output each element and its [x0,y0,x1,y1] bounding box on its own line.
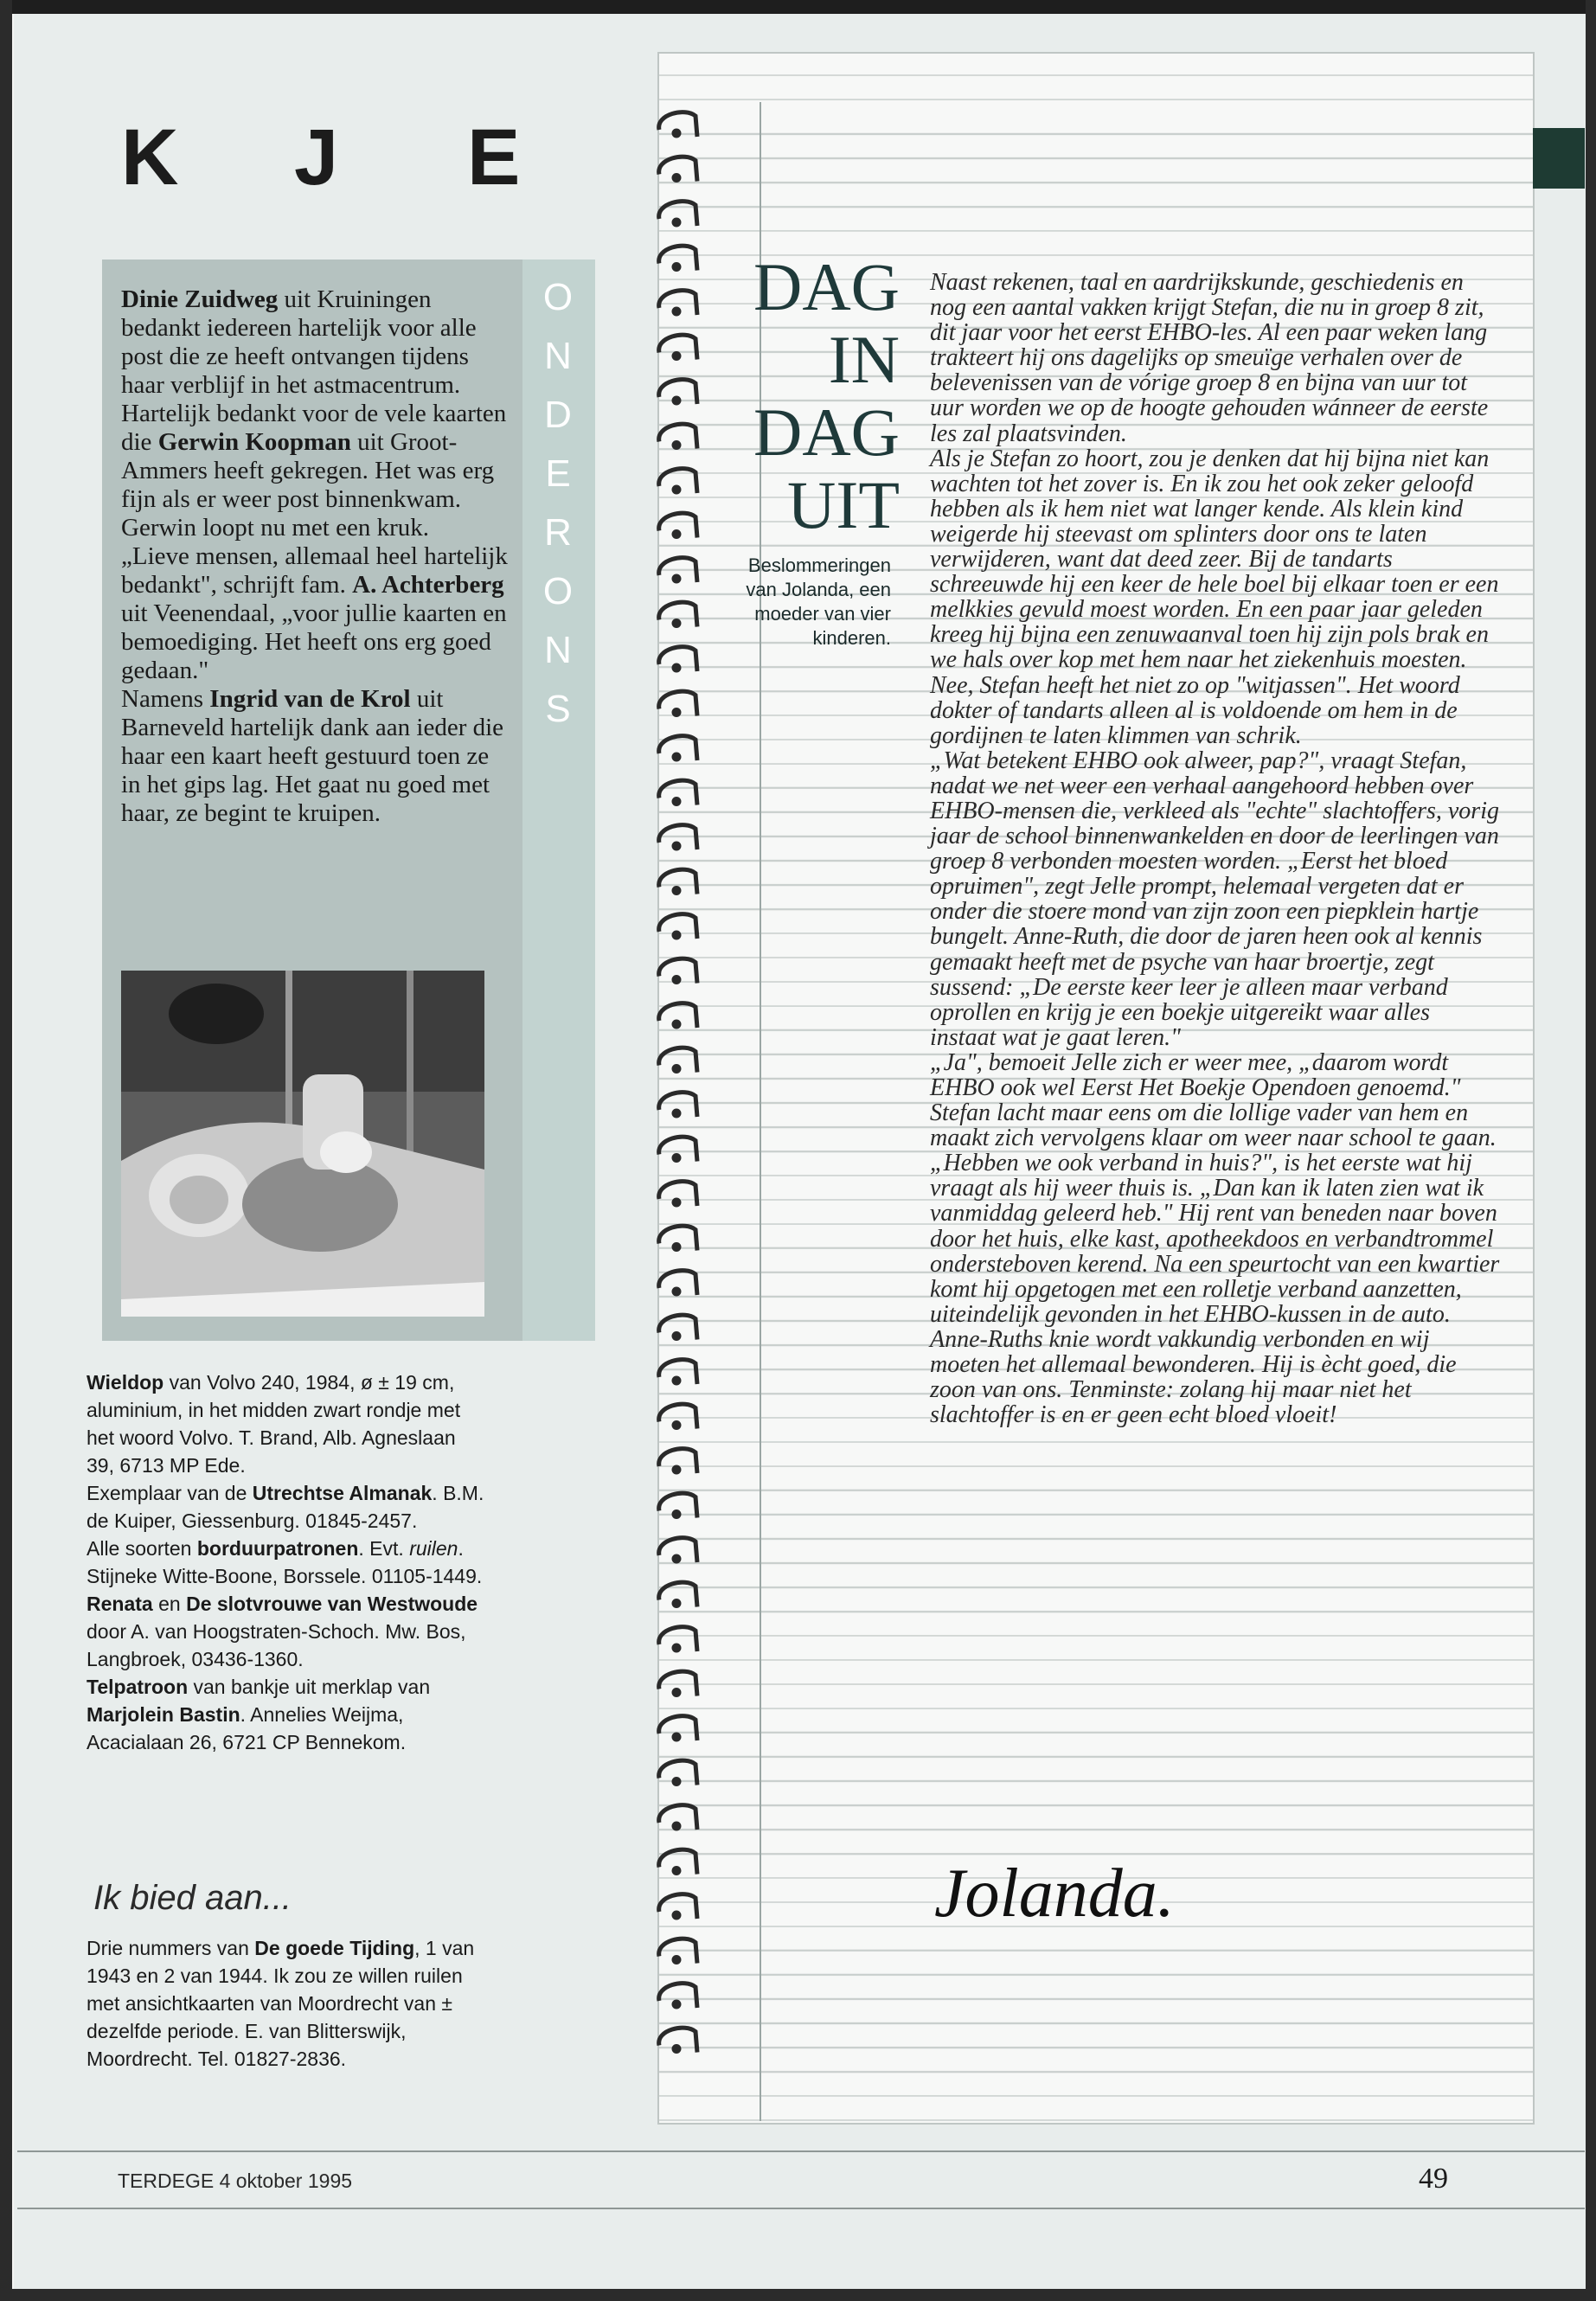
thanks-text: uit Barneveld hartelijk dank aan ieder die haar een kaart heeft gestuurd toen ze in het gips lag. Het gaat nu goed met haar, ze begint te kruipen. [121,685,504,827]
spiral-hole [674,1690,679,1695]
section-kicker [121,112,520,203]
person-name: Gerwin Koopman [157,428,351,456]
spiral-hole [674,131,679,136]
ad-keyword: Telpatroon [87,1676,189,1698]
spiral-hole [674,532,679,537]
ad-keyword: borduurpatronen [196,1537,359,1560]
spiral-binding [651,104,720,2093]
kicker-letter: J [294,113,339,202]
spiral-hole [674,1067,679,1072]
vertical-letter: D [544,394,574,436]
ad-item [87,1535,484,1590]
page-frame-left [0,0,12,2301]
ad-keyword: De goede Tijding [254,1937,415,1959]
spiral-hole [674,1334,679,1339]
ad-item [87,1368,484,1479]
ad-text: . Annelies Weijma, Acacialaan 26, 6721 CP Bennekom. [87,1703,407,1753]
ad-item [87,1673,484,1756]
ad-keyword: Wieldop [87,1371,164,1394]
ad-emphasis: ruilen [409,1537,458,1560]
spiral-hole [674,443,679,448]
signature-text: Jolanda. [934,1856,1175,1932]
spiral-hole [674,176,679,181]
ad-keyword: De slotvrouwe van Westwoude [186,1593,478,1615]
ad-text: van bankje uit merklap van [188,1676,431,1698]
spiral-hole [674,487,679,492]
spiral-hole [674,1423,679,1428]
column-title-line: UIT [787,467,900,542]
ad-item [87,1479,484,1535]
footer-publication: TERDEGE 4 oktober 1995 [118,2170,353,2192]
person-name: A. Achterberg [352,571,504,599]
thanks-text: uit Veenendaal, „voor jullie kaarten en bemoediging. Het heeft ons erg goed gedaan." [121,599,507,684]
ad-text: van Volvo 240, 1984, ø ± 19 cm, aluminium, in het midden zwart rondje met het woord Volvo. T. Brand, Alb. Agneslaan 39, 6713 MP Ede. [87,1371,461,1477]
spiral-hole [674,309,679,314]
spiral-hole [674,754,679,760]
vertical-letter: O [542,276,575,318]
spiral-hole [674,1200,679,1205]
person-name: Dinie Zuidweg [121,285,279,313]
spiral-hole [674,621,679,626]
column-subtitle: Beslommeringen van Jolanda, een moeder van vier kinderen. [746,554,891,649]
spiral-hole [674,1913,679,1918]
thanks-paragraph [121,685,510,828]
spiral-hole [674,1289,679,1294]
ad-item [87,1590,484,1673]
spiral-hole [674,977,679,983]
ad-text: door A. van Hoogstraten-Schoch. Mw. Bos, Langbroek, 03436-1360. [87,1620,466,1670]
offer-ad [87,1934,484,2073]
thanks-paragraph [121,542,510,685]
spiral-hole [674,265,679,270]
ad-text: . B.M. de Kuiper, Giessenburg. 01845-2457. [87,1482,484,1532]
spiral-hole [674,1823,679,1829]
spiral-hole [674,220,679,225]
baby-photo [121,971,484,1317]
page-number: 49 [1419,2163,1448,2195]
vertical-letter: O [542,570,575,612]
ad-text: en [152,1593,187,1615]
spiral-hole [674,1645,679,1650]
column-title-line: IN [828,322,900,397]
spiral-hole [674,2002,679,2007]
column-title [744,251,900,542]
spiral-hole [674,576,679,581]
ad-keyword: Utrechtse Almanak [252,1482,433,1504]
thanks-text: Namens [121,685,210,713]
column-title-line: DAG [753,249,900,324]
thanks-text: uit Kruiningen bedankt iedereen hartelijk voor alle post die ze heeft ontvangen tijdens haar verblijf in het astmacentrum. [121,285,477,399]
spiral-hole [674,1779,679,1785]
ad-text: Drie nummers van [87,1937,255,1959]
ad-keyword: Marjolein Bastin [87,1703,240,1726]
thanks-text: Hartelijk bedankt voor de vele kaarten die [121,400,507,456]
spiral-hole [674,354,679,359]
column-title-line: DAG [753,394,900,470]
accent-bar [1533,128,1585,189]
spiral-hole [674,1734,679,1740]
spiral-hole [674,1958,679,1963]
spiral-hole [674,1111,679,1116]
spiral-hole [674,665,679,670]
ad-text: Exemplaar van de [87,1482,253,1504]
vertical-letter: N [544,335,574,377]
column-story: Naast rekenen, taal en aardrijkskunde, geschiedenis en nog een aantal vakken krijgt Stefan, die nu in groep 8 zit, dit jaar voor het eerst EHBO-les. Al een paar weken lang trakteert hij ons dagelijks op smeuïge verhalen over de belevenissen van de vórige groep 8 en bijna van uur tot uur worden we op de hoogte gehouden wánneer de eerste les zal plaatsvinden. Als je Stefan zo hoort, zou je denken dat hij bijna niet kan wachten tot het zover is. En ik zou het ook zeker geloofd hebben als ik hem niet wat langer kende. Als klein kind weigerde hij steevast om splinters door ons te laten verwijderen, want dat deed zeer. Bij de tandarts schreeuwde hij een keer de hele boel bij elkaar toen er een melkkies gevuld moest worden. En een paar jaar geleden kreeg hij bijna een zenuwaanval toen hij zijn pols brak en we hals over kop met hem naar het ziekenhuis moesten. Nee, Stefan heeft het niet zo op "witjassen". Het woord dokter of tandarts alleen al is voldoende om hem in de gordijnen te laten klimmen van schrik. „Wat betekent EHBO ook alweer, pap?", vraagt Stefan, nadat we net weer een verhaal aangehoord hebben over EHBO-mensen die, verkleed als "echte" slachtoffers, vorig jaar de school binnenwankelden en door de leerlingen van groep 8 verbonden moesten worden. „Eerst het bloed opruimen", zegt Jelle prompt, helemaal vergeten dat er onder die stoere mond van zijn zoon een piepklein hartje bungelt. Anne-Ruth, die door de jaren heen ook al kennis gemaakt heeft met de psyche van haar broertje, zegt sussend: „De eerste keer leer je alleen maar verband oprollen en krijg je een boekje uitgereikt waar alles instaat wat je gaat leren." „Ja", bemoeit Jelle zich er weer mee, „daarom wordt EHBO ook wel Eerst Het Boekje Opendoen genoemd." Stefan lacht maar eens om die lollige vader van hem en maakt zich vervolgens klaar om weer naar school te gaan. „Hebben we ook verband in huis?", is het eerste wat hij vraagt als hij weer thuis is. „Dan kan ik laten zien wat ik vanmiddag geleerd heb." Hij rent van beneden naar boven door het huis, elke kast, apotheekdoos en verbandtrommel ondersteboven kerend. Na een speurtocht van een kwartier komt hij opgetogen met een rolletje verband aanzetten, uiteindelijk gevonden in het EHBO-kussen in de auto. Anne-Ruths knie wordt vakkundig verbonden en wij moeten het allemaal bewonderen. Hij is ècht goed, die zoon van ons. Tenminste: zolang hij maar niet het slachtoffer is en er geen echt bloed vloeit! [930,269,1500,1429]
spiral-hole [674,1556,679,1561]
page-frame-bottom [0,2289,1596,2301]
page-frame-top [0,0,1596,14]
offer-heading: Ik bied aan... [93,1879,292,1917]
spiral-hole [674,2047,679,2052]
kicker-letter: K [121,113,179,202]
spiral-hole [674,1512,679,1517]
ad-text: Alle soorten [87,1537,197,1560]
vertical-letter: N [544,629,574,671]
person-name: Ingrid van de Krol [209,685,411,713]
ad-text: , 1 van 1943 en 2 van 1944. Ik zou ze willen ruilen met ansichtkaarten van Moordrecht van ± dezelfde periode. E. van Blitterswijk, Moordrecht. Tel. 01827-2836. [87,1937,475,2070]
spiral-hole [674,933,679,938]
spiral-hole [674,1378,679,1383]
spiral-hole [674,710,679,715]
thanks-text: „Lieve mensen, allemaal heel hartelijk bedankt", schrijft fam. [121,542,508,599]
footer-rule [17,2150,1585,2152]
spiral-hole [674,799,679,804]
page-frame-right [1586,0,1596,2301]
spiral-hole [674,1868,679,1874]
vertical-letter: S [545,688,573,730]
thanks-text: uit Groot-Ammers heeft gekregen. Het was erg fijn als er weer post binnenkwam. Gerwin loopt nu met een kruk. [121,428,495,542]
thanks-paragraph [121,400,510,542]
vertical-letter: R [544,511,574,554]
spiral-hole [674,843,679,849]
thanks-paragraph [121,285,510,400]
vertical-section-word [522,268,595,739]
thanks-messages [121,285,510,828]
ad-keyword: Renata [87,1593,153,1615]
vertical-letter: E [545,452,573,495]
kicker-letter: E [467,113,521,202]
spiral-hole [674,1245,679,1250]
spiral-hole [674,1467,679,1472]
classified-ads [87,1368,484,1756]
spiral-hole [674,398,679,403]
spiral-hole [674,888,679,894]
ad-text: . Evt. [358,1537,410,1560]
spiral-hole [674,1022,679,1027]
footer-rule [17,2208,1585,2209]
spiral-hole [674,1601,679,1606]
ad-text: . Stijneke Witte-Boone, Borssele. 01105-1449. [87,1537,483,1587]
spiral-hole [674,1156,679,1161]
signature [926,1834,1237,1964]
